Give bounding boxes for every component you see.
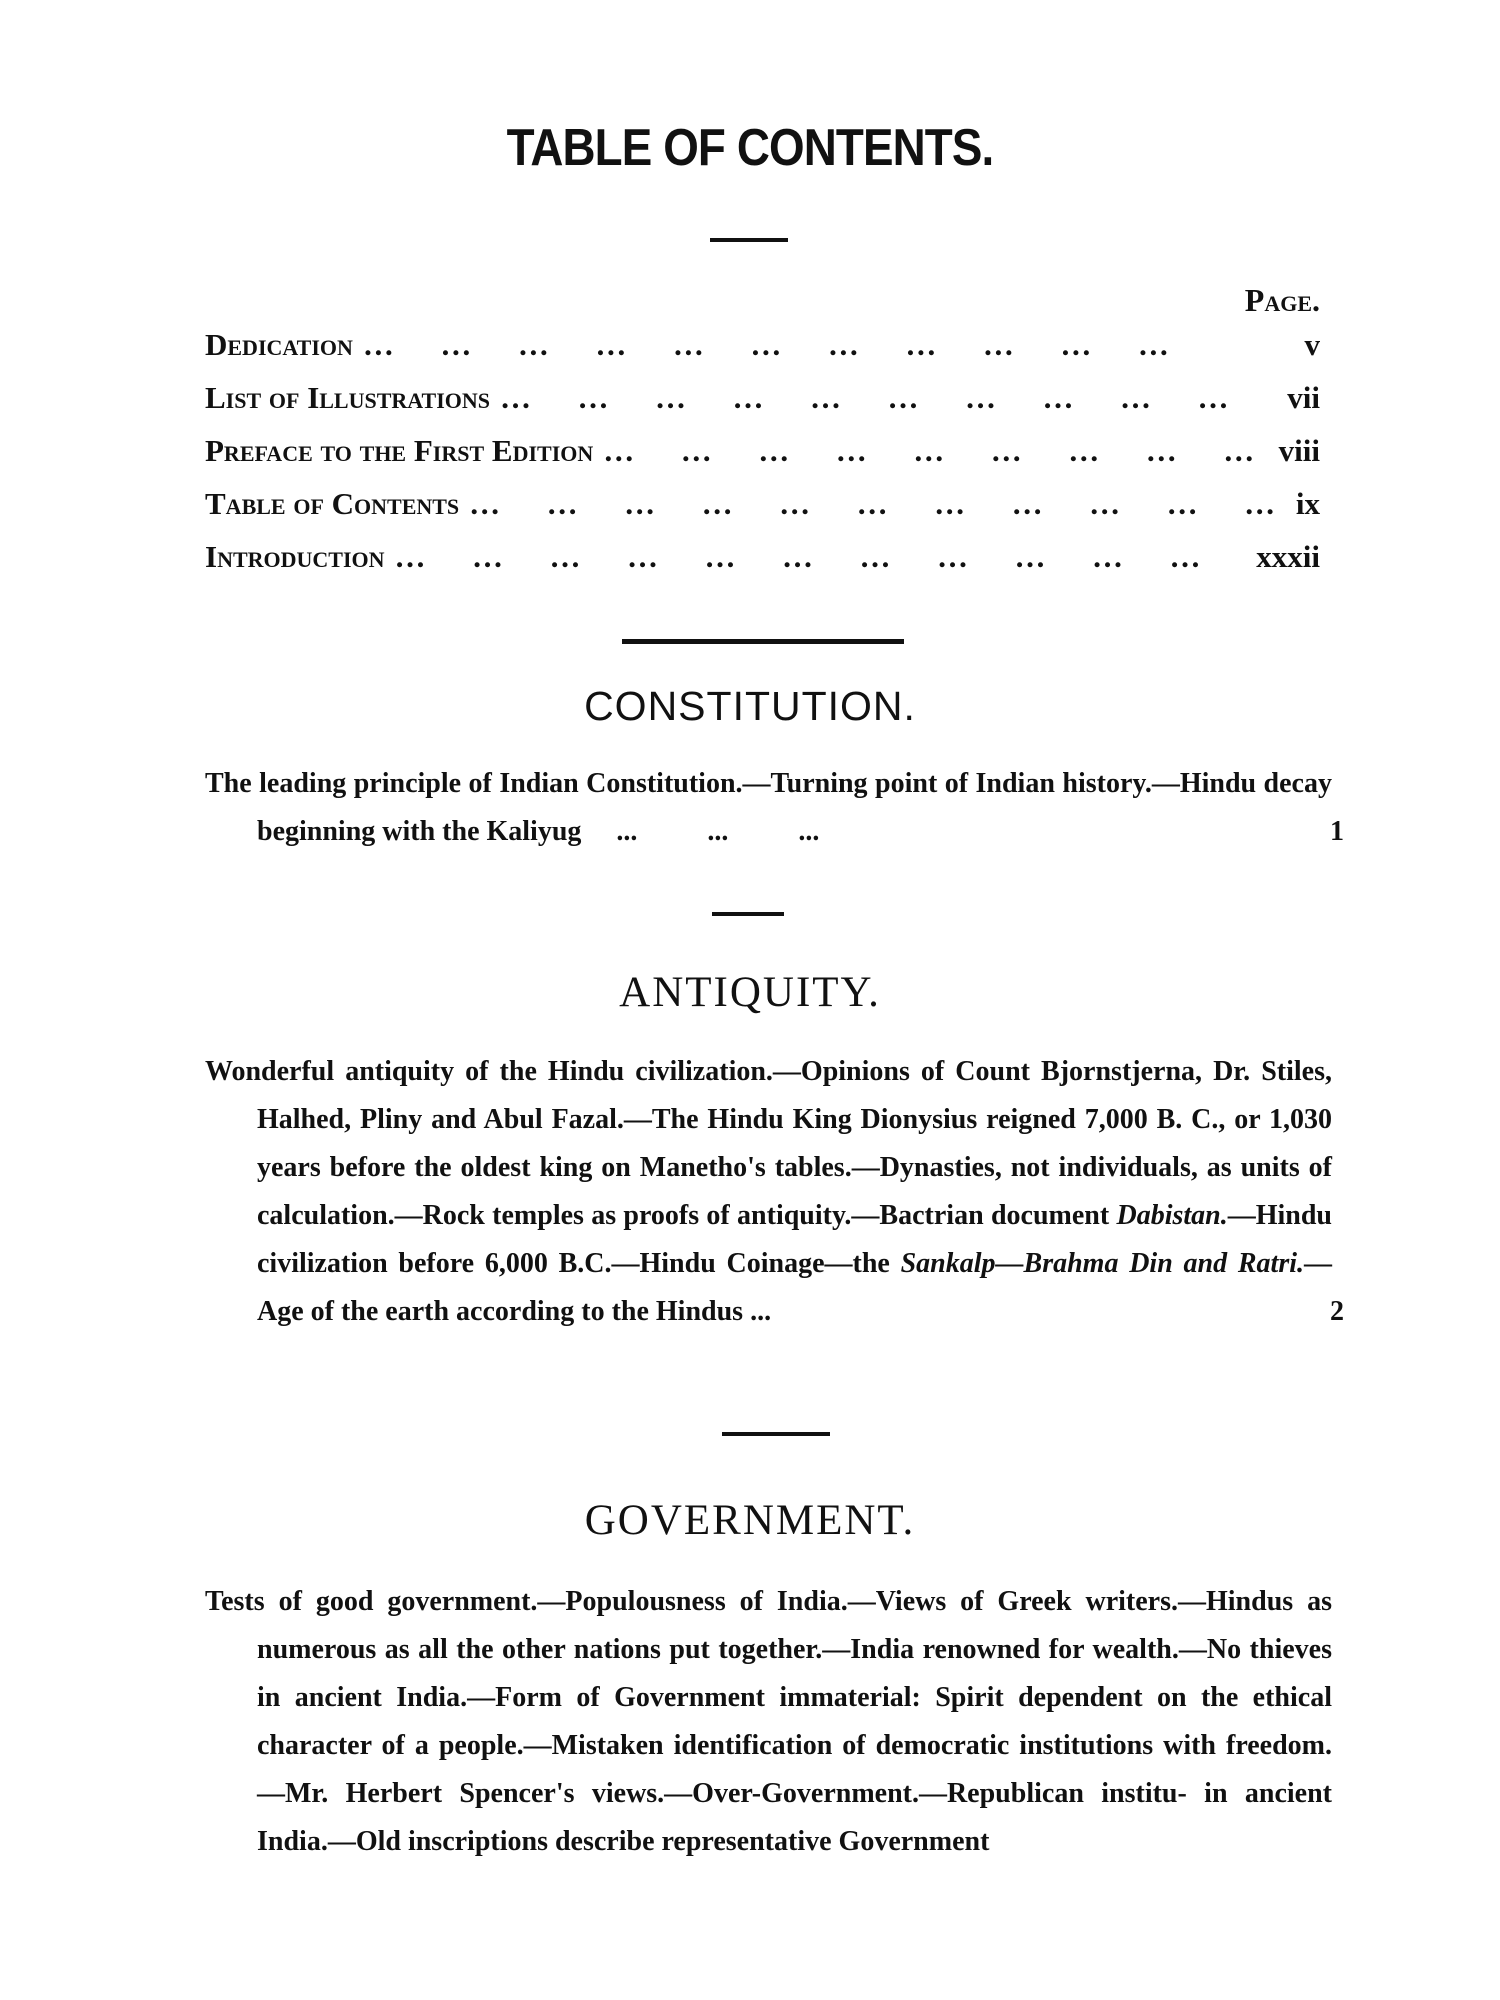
- page-title: TABLE OF CONTENTS.: [506, 119, 994, 177]
- front-matter-page: xxxii: [1256, 539, 1320, 574]
- title-divider: [710, 238, 788, 242]
- front-matter-page: vii: [1287, 380, 1320, 415]
- section-heading-constitution: CONSTITUTION.: [584, 683, 916, 729]
- front-matter-item[interactable]: [205, 433, 1320, 486]
- section-heading-government: GOVERNMENT.: [584, 1497, 916, 1544]
- front-matter-label: Table of Contents: [205, 486, 460, 521]
- front-matter-item[interactable]: [205, 539, 1320, 592]
- front-matter-page: v: [1304, 327, 1320, 362]
- section-heading-antiquity: ANTIQUITY.: [619, 969, 881, 1016]
- front-matter-item[interactable]: [205, 380, 1320, 433]
- front-matter-label: List of Illustrations: [205, 380, 491, 415]
- front-matter-label: Introduction: [205, 539, 385, 574]
- page-column-header: Page.: [1244, 282, 1320, 318]
- front-matter-page: ix: [1295, 486, 1320, 521]
- section-entry-government[interactable]: Tests of good government.—Populousness of India.—Views of Greek writers.—Hindus as numerous as all the other nations put together.—India renowned for wealth.—No thieves in ancient India.—Form of Government immaterial: Spirit dependent on the ethical character of a people.—Mistaken identification of democratic institutions with freedom.—Mr. Herbert Spencer's views.—Over-Government.—Republican institu- in ancient India.—Old inscriptions describe representative Government: [205, 1586, 1332, 1857]
- front-matter-item[interactable]: [205, 327, 1320, 380]
- section-entry-antiquity[interactable]: Wonderful antiquity of the Hindu civilization.—Opinions of Count Bjornstjerna, Dr. Stiles, Halhed, Pliny and Abul Fazal.—The Hindu King Dionysius reigned 7,000 B. C., or 1,030 years before the oldest king on Manetho's tables.—Dynasties, not individuals, as units of calculation.—Rock temples as proofs of antiquity.—Bactrian document Dabistan.—Hindu civilization before 6,000 B.C.—Hindu Coinage—the Sankalp—Brahma Din and Ratri.—Age of the earth according to the Hindus ... 2: [205, 1056, 1344, 1327]
- front-matter-item[interactable]: [205, 486, 1320, 539]
- front-matter-label: Preface to the First Edition: [205, 433, 594, 468]
- section-divider: [712, 912, 784, 916]
- section-divider: [722, 1432, 830, 1436]
- section-divider: [622, 639, 904, 644]
- front-matter-page: viii: [1278, 433, 1320, 468]
- section-entry-constitution[interactable]: The leading principle of Indian Constitution.—Turning point of Indian history.—Hindu decay beginning with the Kaliyug ... ... ... 1: [205, 768, 1344, 847]
- front-matter-list: [205, 327, 1320, 592]
- front-matter-label: Dedication: [205, 327, 353, 362]
